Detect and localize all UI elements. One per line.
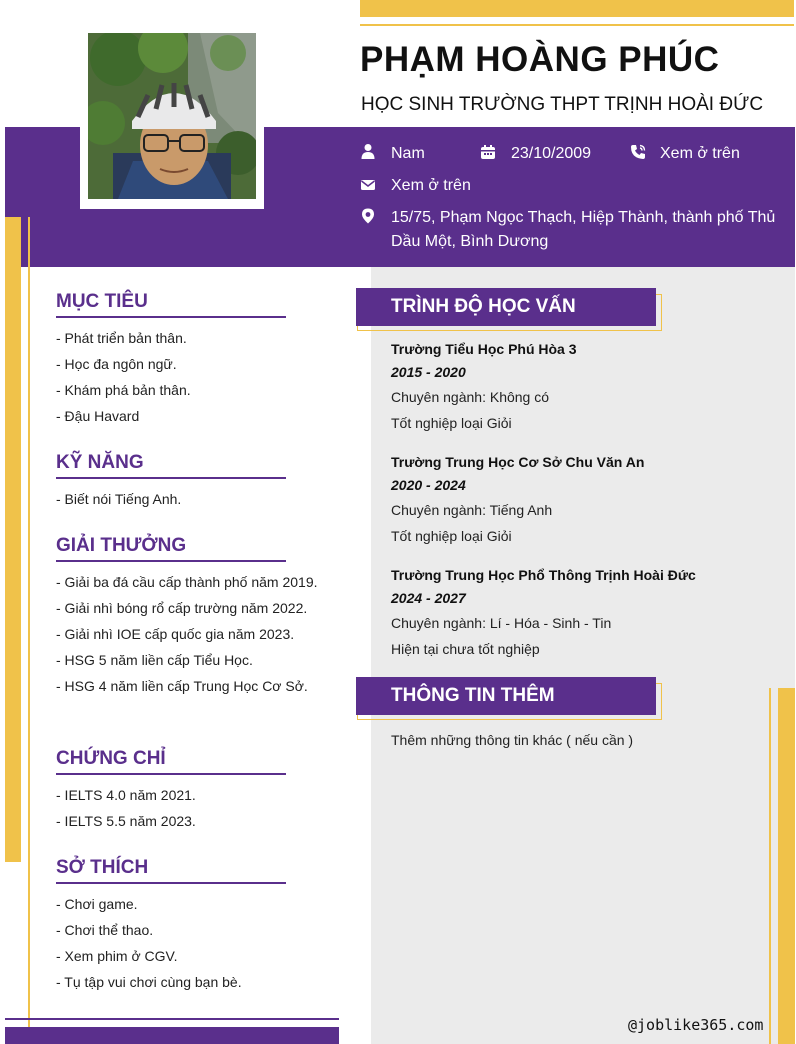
education-result: Tốt nghiệp loại Giỏi: [391, 415, 512, 431]
birthday-value: 23/10/2009: [511, 145, 592, 162]
list-item: - IELTS 4.0 năm 2021.: [56, 787, 196, 803]
list-item: - Giải ba đá cầu cấp thành phố năm 2019.: [56, 574, 318, 590]
education-school: Trường Trung Học Cơ Sở Chu Văn An: [391, 454, 645, 470]
education-school: Trường Trung Học Phổ Thông Trịnh Hoài Đức: [391, 567, 696, 583]
left-accent-bar: [5, 217, 21, 862]
candidate-title: HỌC SINH TRƯỜNG THPT TRỊNH HOÀI ĐỨC: [361, 94, 764, 115]
right-accent-bar: [778, 688, 795, 1044]
list-item: - Giải nhì bóng rổ cấp trường năm 2022.: [56, 600, 308, 616]
user-icon: [360, 143, 376, 164]
address-line-1: 15/75, Phạm Ngọc Thạch, Hiệp Thành, thành phố Thủ: [391, 209, 776, 226]
candidate-name: PHẠM HOÀNG PHÚC: [360, 40, 720, 79]
education-major: Chuyên ngành: Không có: [391, 389, 550, 405]
list-item: - Chơi game.: [56, 896, 138, 912]
education-years: 2015 - 2020: [391, 364, 466, 380]
right-accent-line: [769, 688, 771, 1044]
avatar: [88, 33, 256, 199]
education-major: Chuyên ngành: Lí - Hóa - Sinh - Tin: [391, 615, 612, 631]
hobbies-heading: SỞ THÍCH: [56, 857, 286, 884]
bottom-accent-bar: [5, 1027, 339, 1044]
envelope-icon: [360, 177, 376, 198]
list-item: - Chơi thể thao.: [56, 922, 154, 938]
list-item: - Tụ tập vui chơi cùng bạn bè.: [56, 974, 242, 990]
education-school: Trường Tiểu Học Phú Hòa 3: [391, 341, 577, 357]
education-years: 2020 - 2024: [391, 477, 466, 493]
certificates-heading: CHỨNG CHỈ: [56, 748, 286, 775]
calendar-icon: [480, 144, 496, 165]
list-item: - IELTS 5.5 năm 2023.: [56, 813, 196, 829]
list-item: - Giải nhì IOE cấp quốc gia năm 2023.: [56, 626, 295, 642]
list-item: - Học đa ngôn ngữ.: [56, 356, 177, 372]
education-years: 2024 - 2027: [391, 590, 466, 606]
education-result: Tốt nghiệp loại Giỏi: [391, 528, 512, 544]
list-item: - HSG 4 năm liền cấp Trung Học Cơ Sở.: [56, 678, 308, 694]
list-item: - Biết nói Tiếng Anh.: [56, 491, 182, 507]
top-accent-bar: [360, 0, 794, 17]
awards-heading: GIẢI THƯỞNG: [56, 535, 286, 562]
education-major: Chuyên ngành: Tiếng Anh: [391, 502, 553, 518]
list-item: - Khám phá bản thân.: [56, 382, 191, 398]
address-line-2: Dầu Một, Bình Dương: [391, 233, 549, 250]
left-accent-line: [28, 217, 30, 1034]
gender-value: Nam: [391, 145, 425, 162]
list-item: - HSG 5 năm liền cấp Tiểu Học.: [56, 652, 253, 668]
list-item: - Phát triển bản thân.: [56, 330, 187, 346]
map-pin-icon: [360, 208, 376, 229]
education-result: Hiện tại chưa tốt nghiệp: [391, 641, 540, 657]
email-value: Xem ở trên: [391, 177, 471, 194]
phone-icon: [630, 144, 646, 165]
list-item: - Đậu Havard: [56, 408, 140, 424]
list-item: - Xem phim ở CGV.: [56, 948, 178, 964]
education-heading: TRÌNH ĐỘ HỌC VẤN: [356, 288, 656, 326]
extra-heading: THÔNG TIN THÊM: [356, 677, 656, 715]
skills-heading: KỸ NĂNG: [56, 452, 286, 479]
extra-text: Thêm những thông tin khác ( nếu cần ): [391, 732, 634, 748]
objective-heading: MỤC TIÊU: [56, 291, 286, 318]
phone-value: Xem ở trên: [660, 145, 740, 162]
top-accent-line: [360, 24, 794, 26]
watermark: @joblike365.com: [628, 1016, 764, 1034]
bottom-accent-line: [5, 1018, 339, 1020]
